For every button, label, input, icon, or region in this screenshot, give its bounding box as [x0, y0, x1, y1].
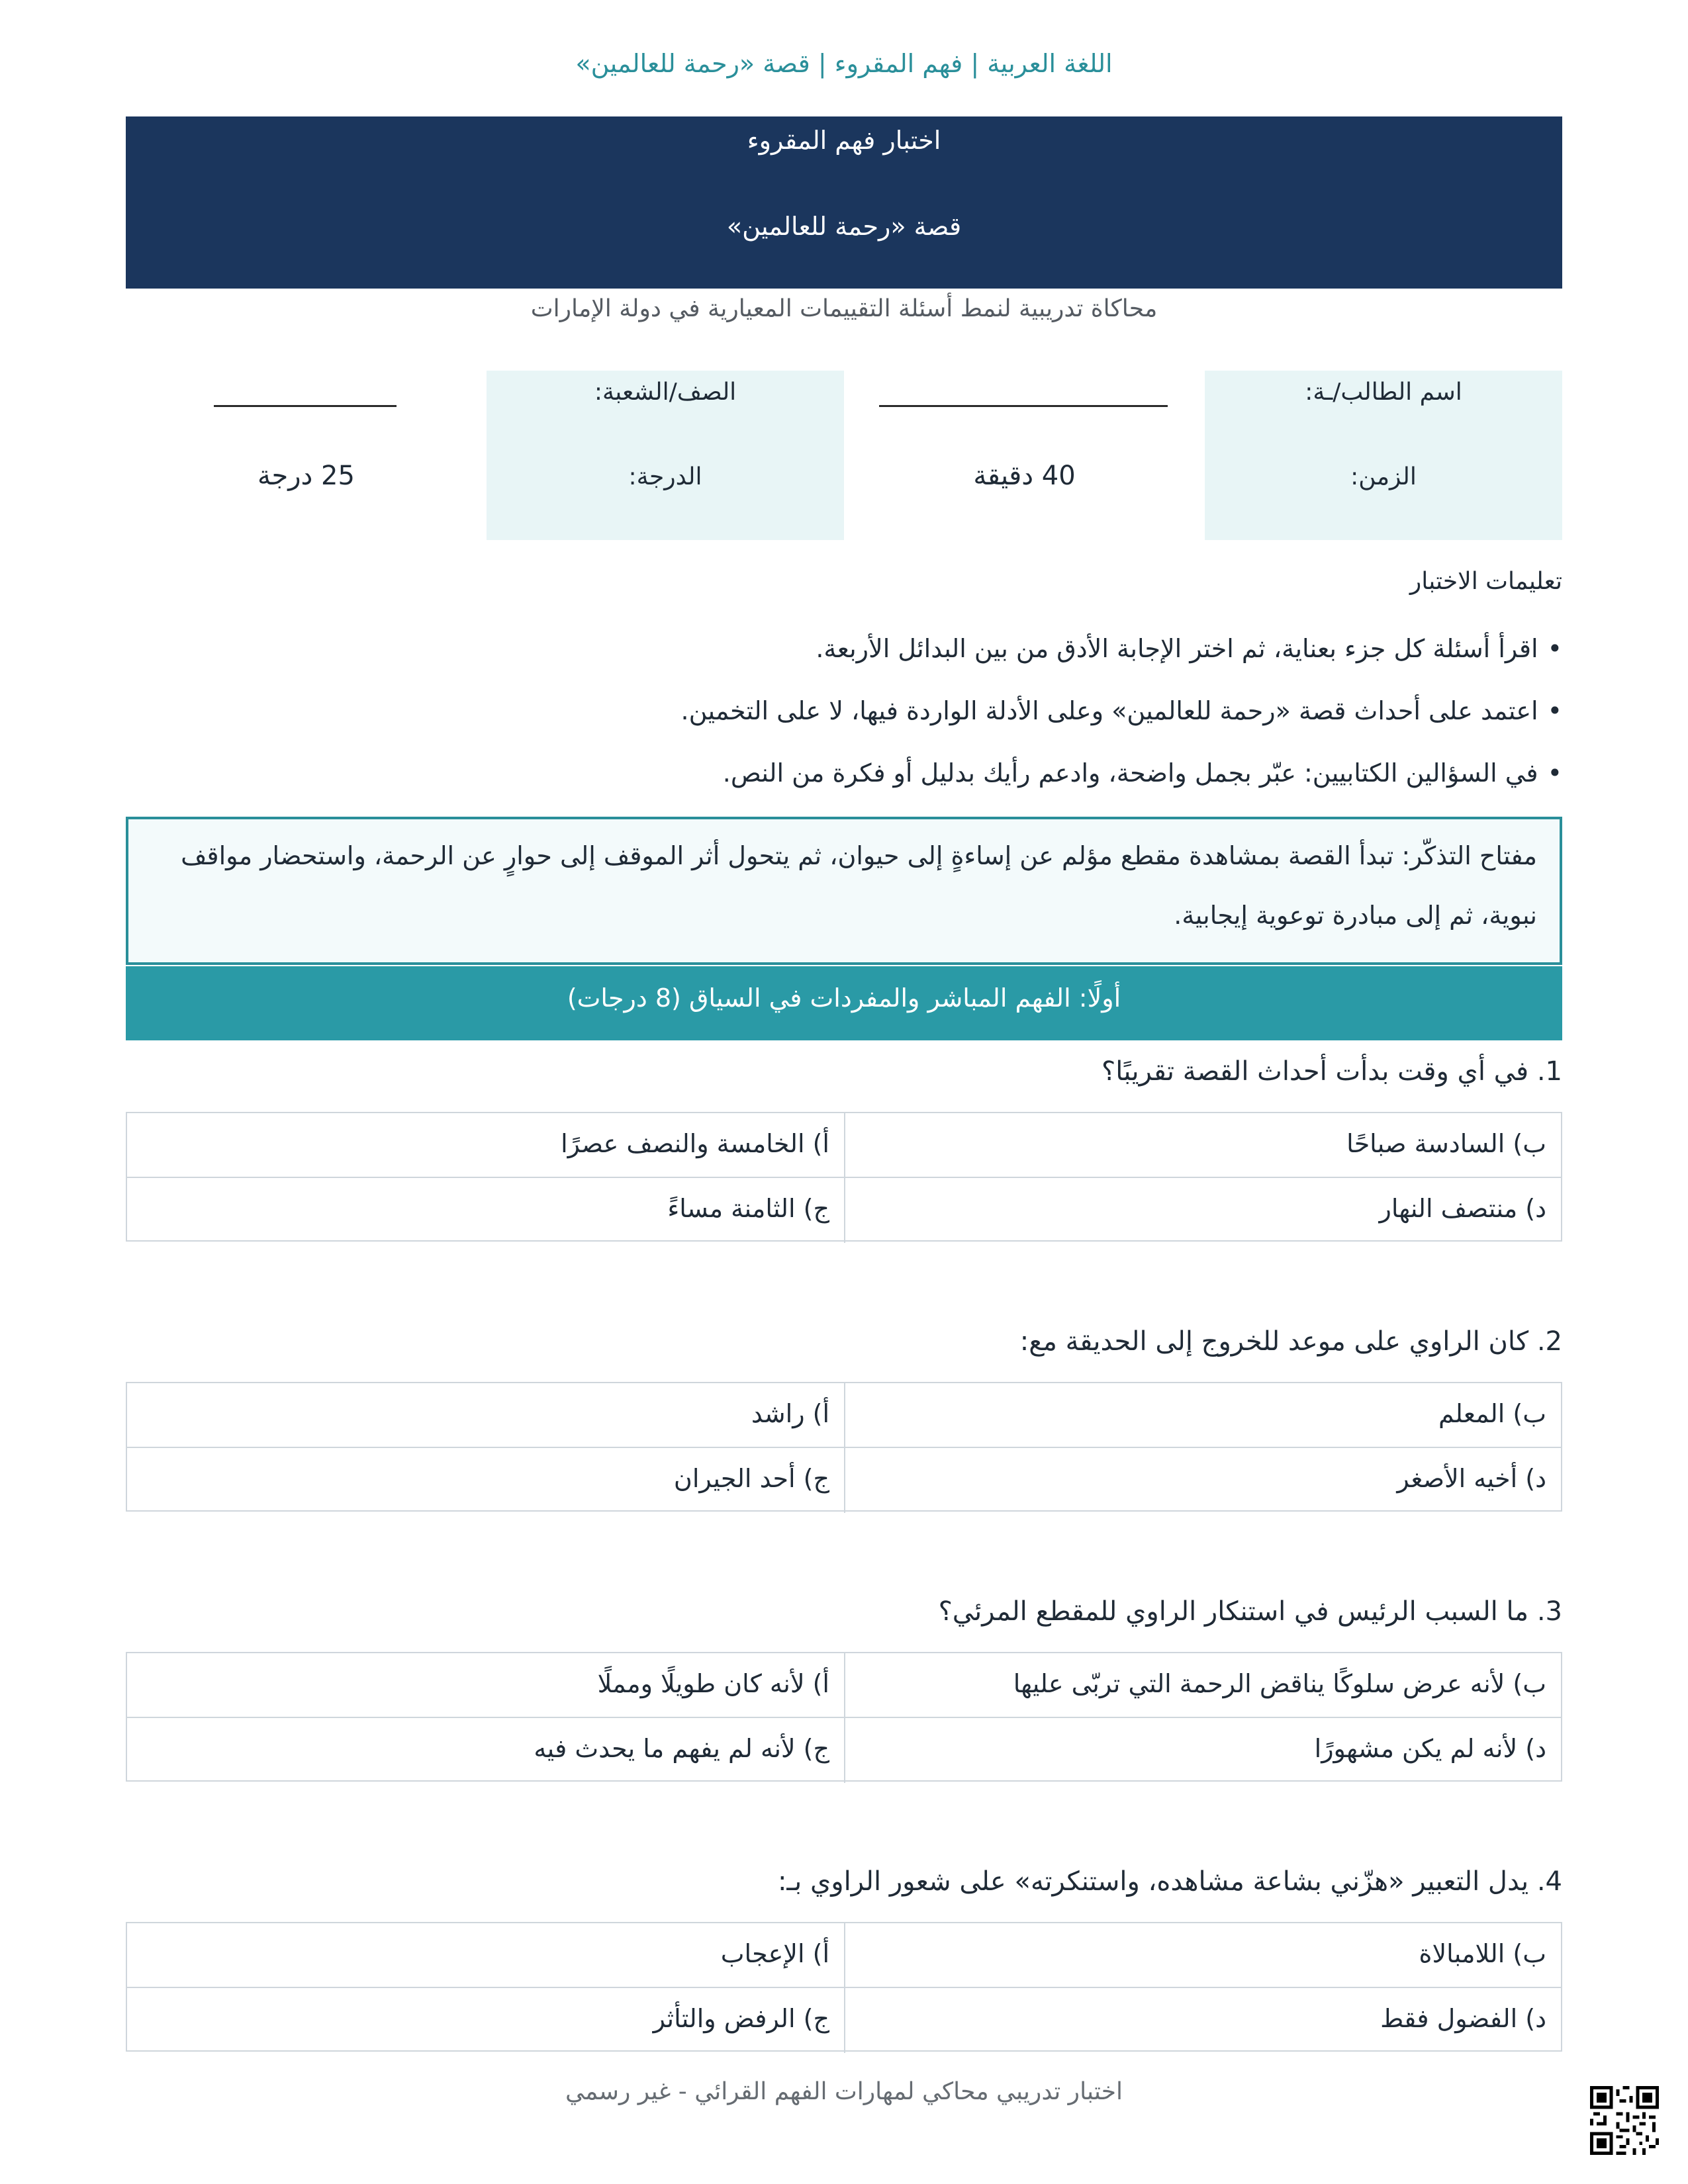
qr-code-icon [1590, 2086, 1659, 2155]
question-1 [126, 1056, 1562, 1248]
instructions-list [126, 629, 1562, 815]
option-a[interactable]: أ) الخامسة والنصف عصرًا [127, 1113, 845, 1178]
time-label: الزمن: [1350, 463, 1417, 490]
list-item [126, 753, 1562, 815]
class-blank[interactable] [214, 405, 397, 407]
option-d[interactable]: د) الفضول فقط [1380, 2004, 1546, 2033]
answer-options [126, 1382, 1562, 1512]
name-time-values [844, 371, 1205, 540]
instruction-text: اعتمد على أحداث قصة «رحمة للعالمين» وعلى الأدلة الواردة فيها، لا على التخمين. [680, 696, 1538, 725]
question-4 [126, 1866, 1562, 2058]
page-title: اختبار فهم المقروء [747, 126, 941, 155]
question-3 [126, 1596, 1562, 1788]
answer-options [126, 1652, 1562, 1782]
reminder-line: مفتاح التذكّر: تبدأ القصة بمشاهدة مقطع مؤلم عن إساءةٍ إلى حيوان، ثم يتحول أثر الموقف إلى حوارٍ عن الرحمة، واستحضار مواقف [181, 841, 1537, 870]
answer-options [126, 1922, 1562, 2052]
page-subtitle: محاكاة تدريبية لنمط أسئلة التقييمات المعيارية في دولة الإمارات [530, 295, 1158, 322]
option-d[interactable]: د) لأنه لم يكن مشهورًا [1314, 1734, 1546, 1763]
page-footer: اختبار تدريبي محاكي لمهارات الفهم القرائي - غير رسمي [565, 2078, 1123, 2105]
bullet-icon: • [1547, 634, 1562, 663]
name-time-labels [1205, 371, 1562, 540]
option-c[interactable]: ج) لأنه لم يفهم ما يحدث فيه [127, 1718, 845, 1783]
class-label: الصف/الشعبة: [594, 379, 737, 406]
score-value: 25 درجة [258, 461, 355, 491]
option-a[interactable]: أ) راشد [127, 1383, 845, 1448]
qr-code-graphic [1590, 2086, 1659, 2155]
student-info-grid [126, 371, 1562, 540]
question-text: 4. يدل التعبير «هزّني بشاعة مشاهده، واستنكرته» على شعور الراوي بـ: [777, 1866, 1562, 1897]
list-item [126, 629, 1562, 691]
section-header: أولًا: الفهم المباشر والمفردات في السياق (8 درجات) [126, 966, 1562, 1040]
bullet-icon: • [1547, 696, 1562, 725]
list-item [126, 691, 1562, 753]
question-text: 1. في أي وقت بدأت أحداث القصة تقريبًا؟ [1102, 1056, 1562, 1087]
option-a[interactable]: أ) الإعجاب [127, 1923, 845, 1988]
option-b[interactable]: ب) المعلم [843, 1383, 1561, 1448]
option-b[interactable]: ب) السادسة صباحًا [843, 1113, 1561, 1178]
option-d[interactable]: د) أخيه الأصغر [1397, 1464, 1546, 1493]
student-name-label: اسم الطالب/ـة: [1305, 379, 1462, 406]
score-label: الدرجة: [628, 463, 702, 490]
question-text: 3. ما السبب الرئيس في استنكار الراوي للمقطع المرئي؟ [938, 1596, 1562, 1627]
question-text: 2. كان الراوي على موعد للخروج إلى الحديقة مع: [1019, 1326, 1562, 1357]
question-2 [126, 1326, 1562, 1518]
instruction-text: في السؤالين الكتابيين: عبّر بجمل واضحة، وادعم رأيك بدليل أو فكرة من النص. [722, 758, 1538, 788]
option-b[interactable]: ب) لأنه عرض سلوكًا يناقض الرحمة التي تربّى عليها [843, 1653, 1561, 1718]
breadcrumb: اللغة العربية | فهم المقروء | قصة «رحمة للعالمين» [575, 49, 1113, 78]
class-score-values [126, 371, 487, 540]
instructions-title: تعليمات الاختبار [1409, 568, 1562, 595]
option-c[interactable]: ج) أحد الجيران [127, 1448, 845, 1513]
option-d[interactable]: د) منتصف النهار [1379, 1194, 1546, 1223]
time-value: 40 دقيقة [973, 461, 1076, 491]
story-title: قصة «رحمة للعالمين» [726, 212, 962, 241]
instruction-text: اقرأ أسئلة كل جزء بعناية، ثم اختر الإجابة الأدق من بين البدائل الأربعة. [816, 634, 1538, 663]
title-banner [126, 116, 1562, 289]
reminder-box [126, 817, 1562, 965]
class-score-labels [487, 371, 844, 540]
student-name-blank[interactable] [879, 405, 1168, 407]
option-a[interactable]: أ) لأنه كان طويلًا ومملًا [127, 1653, 845, 1718]
option-c[interactable]: ج) الرفض والتأثر [127, 1988, 845, 2053]
reminder-line: نبوية، ثم إلى مبادرة توعوية إيجابية. [1174, 901, 1537, 930]
option-c[interactable]: ج) الثامنة مساءً [127, 1178, 845, 1243]
bullet-icon: • [1547, 758, 1562, 788]
answer-options [126, 1112, 1562, 1242]
option-b[interactable]: ب) اللامبالاة [843, 1923, 1561, 1988]
